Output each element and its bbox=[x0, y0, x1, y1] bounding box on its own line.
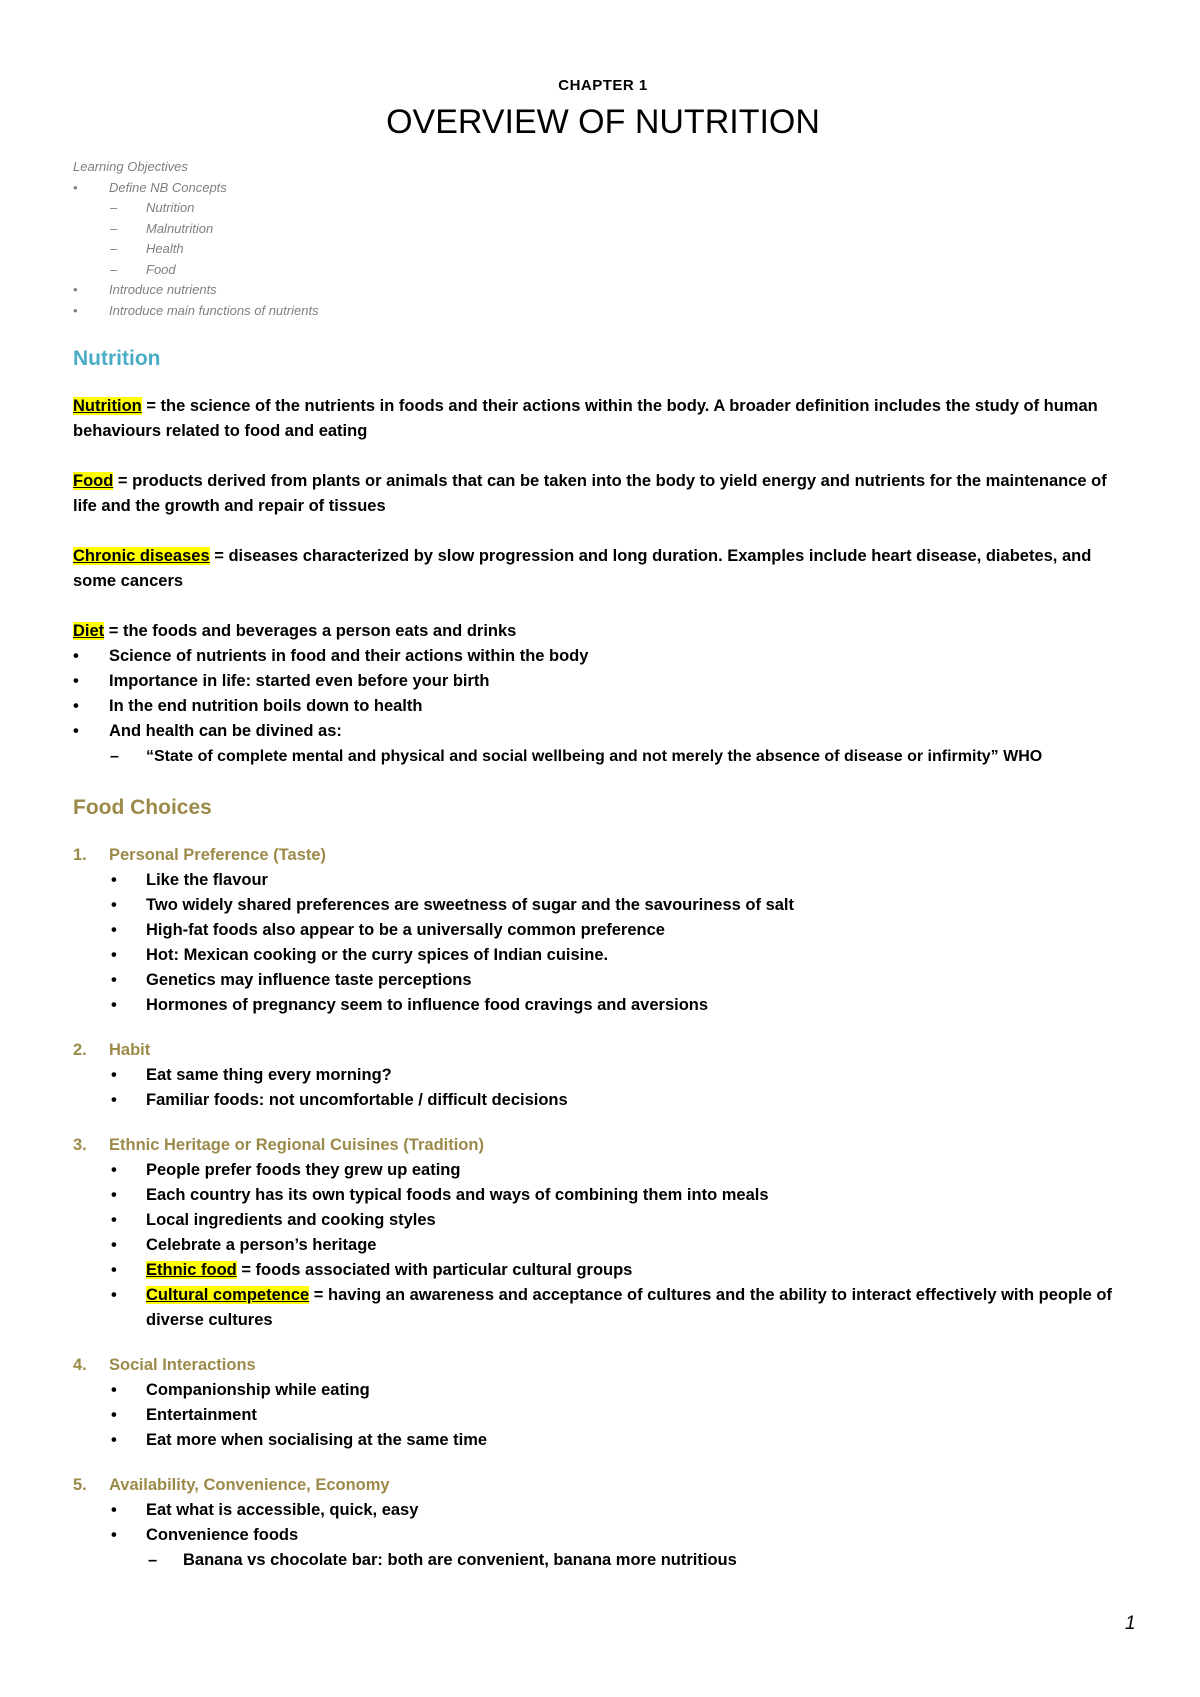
chapter-label: CHAPTER 1 bbox=[558, 77, 648, 94]
list-item: • People prefer foods they grew up eating bbox=[73, 1158, 1133, 1183]
list-item: • Eat same thing every morning? bbox=[73, 1063, 1133, 1088]
list-heading: 5. Availability, Convenience, Economy bbox=[73, 1476, 390, 1494]
term-highlight: Nutrition bbox=[73, 397, 142, 415]
bullet-icon: • bbox=[111, 921, 117, 939]
term-highlight: Chronic diseases bbox=[73, 547, 210, 565]
learning-objectives-heading: Learning Objectives bbox=[73, 159, 188, 174]
dash-icon: – bbox=[110, 220, 118, 236]
learning-objectives bbox=[73, 157, 1133, 321]
definition-chronic-diseases: Chronic diseases = diseases characterized by slow progression and long duration. Examples include heart disease, diabetes, and some cancers bbox=[73, 547, 1092, 590]
section-heading-nutrition: Nutrition bbox=[73, 347, 161, 370]
list-heading: 4. Social Interactions bbox=[73, 1356, 256, 1374]
list-item: • Introduce nutrients bbox=[73, 280, 1133, 301]
list-item: • Companionship while eating bbox=[73, 1378, 1133, 1403]
definition-nutrition: Nutrition = the science of the nutrients in foods and their actions within the body. A broader definition includes the study of human behaviours related to food and eating bbox=[73, 397, 1098, 440]
list-item: • Cultural competence = having an awareness and acceptance of cultures and the ability to interact effectively with people of diverse cultures bbox=[73, 1283, 1133, 1333]
list-item: – “State of complete mental and physical and social wellbeing and not merely the absence of disease or infirmity” WHO bbox=[73, 744, 1133, 769]
bullet-icon: • bbox=[111, 871, 117, 889]
bullet-icon: • bbox=[73, 672, 79, 690]
list-item: • Ethnic food = foods associated with particular cultural groups bbox=[73, 1258, 1133, 1283]
list-item: • Define NB Concepts bbox=[73, 178, 1133, 199]
list-item: • Eat what is accessible, quick, easy bbox=[73, 1498, 1133, 1523]
list-item: – Banana vs chocolate bar: both are convenient, banana more nutritious bbox=[73, 1548, 1133, 1573]
food-choices-list bbox=[73, 843, 1133, 1573]
bullet-icon: • bbox=[111, 1526, 117, 1544]
bullet-icon: • bbox=[111, 946, 117, 964]
bullet-icon: • bbox=[111, 1431, 117, 1449]
dash-icon: – bbox=[110, 748, 119, 765]
list-item: – Food bbox=[73, 260, 1133, 281]
list-item: – Malnutrition bbox=[73, 219, 1133, 240]
bullet-icon: • bbox=[111, 996, 117, 1014]
bullet-icon: • bbox=[111, 1161, 117, 1179]
bullet-icon: • bbox=[111, 1186, 117, 1204]
list-item: – Nutrition bbox=[73, 198, 1133, 219]
bullet-icon: • bbox=[111, 1211, 117, 1229]
list-heading: 1. Personal Preference (Taste) bbox=[73, 846, 327, 864]
page-number: 1 bbox=[1125, 1613, 1136, 1634]
bullet-icon: • bbox=[73, 722, 79, 740]
list-heading: 3. Ethnic Heritage or Regional Cuisines (Tradition) bbox=[73, 1136, 484, 1154]
bullet-icon: • bbox=[111, 1261, 117, 1279]
bullet-icon: • bbox=[73, 647, 79, 665]
list-item: • Importance in life: started even before your birth bbox=[73, 669, 1133, 694]
section-heading-food-choices: Food Choices bbox=[73, 796, 212, 819]
bullet-icon: • bbox=[111, 1286, 117, 1304]
list-item: • Convenience foods bbox=[73, 1523, 1133, 1548]
term-highlight: Diet bbox=[73, 622, 105, 640]
bullet-icon: • bbox=[111, 1236, 117, 1254]
bullet-icon: • bbox=[111, 1091, 117, 1109]
list-item: – Health bbox=[73, 239, 1133, 260]
nutrition-bullet-list bbox=[73, 644, 1133, 769]
dash-icon: – bbox=[110, 261, 118, 277]
bullet-icon: • bbox=[111, 1501, 117, 1519]
list-item: • Two widely shared preferences are sweetness of sugar and the savouriness of salt bbox=[73, 893, 1133, 918]
bullet-icon: • bbox=[111, 1381, 117, 1399]
list-item: • Hot: Mexican cooking or the curry spices of Indian cuisine. bbox=[73, 943, 1133, 968]
definition-diet: Diet = the foods and beverages a person eats and drinks bbox=[73, 622, 517, 640]
list-item: • Introduce main functions of nutrients bbox=[73, 301, 1133, 322]
dash-icon: – bbox=[110, 241, 118, 256]
bullet-icon: • bbox=[73, 179, 78, 195]
list-item: • High-fat foods also appear to be a universally common preference bbox=[73, 918, 1133, 943]
term-highlight: Food bbox=[73, 472, 114, 490]
term-highlight: Ethnic food bbox=[146, 1261, 237, 1279]
list-item: • Local ingredients and cooking styles bbox=[73, 1208, 1133, 1233]
list-item: • And health can be divined as: bbox=[73, 719, 1133, 744]
list-item: • Entertainment bbox=[73, 1403, 1133, 1428]
list-item: • Genetics may influence taste perceptions bbox=[73, 968, 1133, 993]
list-item: • Each country has its own typical foods and ways of combining them into meals bbox=[73, 1183, 1133, 1208]
definition-food: Food = products derived from plants or animals that can be taken into the body to yield energy and nutrients for the maintenance of life and the growth and repair of tissues bbox=[73, 472, 1107, 515]
dash-icon: – bbox=[148, 1551, 158, 1569]
bullet-icon: • bbox=[111, 896, 117, 914]
page-title: OVERVIEW OF NUTRITION bbox=[386, 103, 820, 141]
list-item: • Familiar foods: not uncomfortable / difficult decisions bbox=[73, 1088, 1133, 1113]
bullet-icon: • bbox=[73, 697, 79, 715]
list-item: • Science of nutrients in food and their actions within the body bbox=[73, 644, 1133, 669]
page-content bbox=[73, 76, 1133, 1573]
list-item: • In the end nutrition boils down to health bbox=[73, 694, 1133, 719]
dash-icon: – bbox=[110, 200, 118, 215]
bullet-icon: • bbox=[73, 302, 78, 318]
bullet-icon: • bbox=[111, 1406, 117, 1424]
list-heading: 2. Habit bbox=[73, 1041, 151, 1059]
nutrition-section-body bbox=[73, 394, 1133, 769]
bullet-icon: • bbox=[111, 971, 117, 989]
list-item: • Hormones of pregnancy seem to influence food cravings and aversions bbox=[73, 993, 1133, 1018]
bullet-icon: • bbox=[73, 282, 78, 297]
list-item: • Like the flavour bbox=[73, 868, 1133, 893]
term-highlight: Cultural competence bbox=[146, 1286, 310, 1304]
bullet-icon: • bbox=[111, 1066, 117, 1084]
list-item: • Celebrate a person’s heritage bbox=[73, 1233, 1133, 1258]
list-item: • Eat more when socialising at the same time bbox=[73, 1428, 1133, 1453]
